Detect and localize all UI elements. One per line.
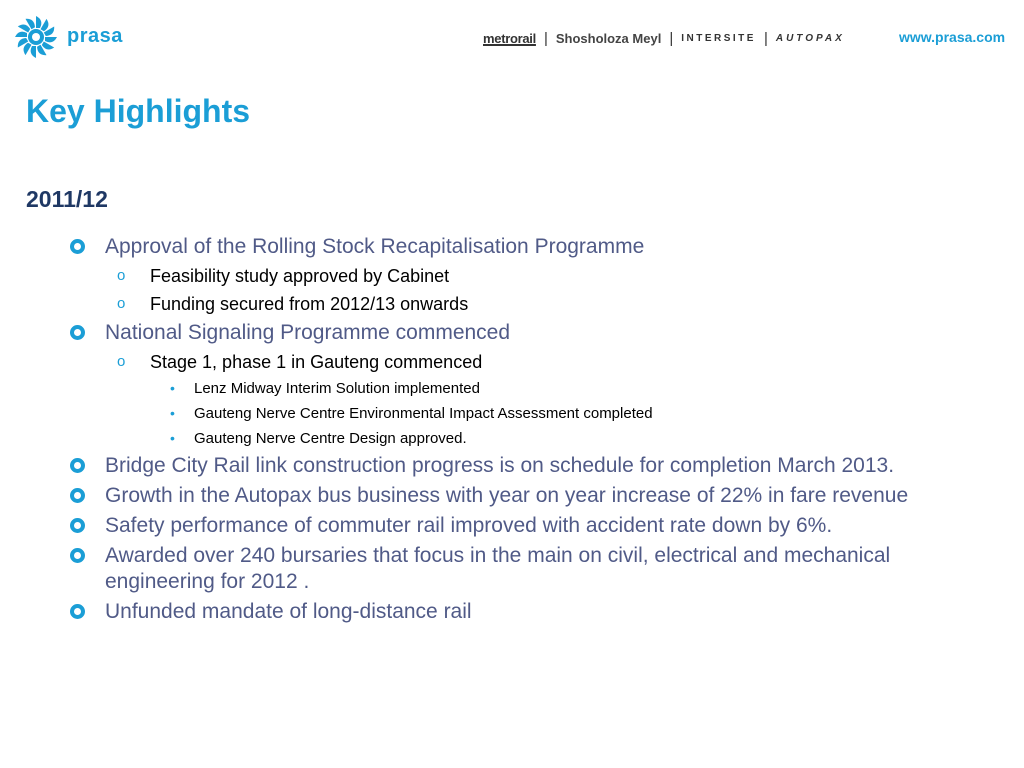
logo-text: prasa	[67, 24, 123, 47]
brand-shosholoza-meyl: Shosholoza Meyl	[555, 30, 662, 46]
brand-separator: |	[543, 29, 548, 47]
ring-bullet-icon	[70, 325, 85, 340]
year-heading: 2011/12	[26, 186, 108, 212]
dot-bullet-icon: •	[170, 430, 175, 446]
header	[0, 0, 1024, 80]
slide-title: Key Highlights	[26, 93, 251, 129]
list-item-text: Approval of the Rolling Stock Recapitalisation Programme	[105, 235, 645, 258]
list-item-text: National Signaling Programme commenced	[105, 321, 511, 344]
list-item	[0, 599, 965, 625]
circle-outline-bullet-icon: o	[117, 267, 126, 284]
ring-bullet-icon	[70, 548, 85, 563]
brand-separator: |	[669, 29, 674, 47]
list-item-text: Growth in the Autopax bus business with year on year increase of 22% in fare revenue	[105, 484, 909, 507]
list-item-text: Unfunded mandate of long-distance rail	[105, 600, 472, 623]
circle-outline-bullet-icon: o	[117, 295, 126, 312]
website-url: www.prasa.com	[899, 29, 1006, 45]
ring-bullet-icon	[70, 488, 85, 503]
sub-list-item	[0, 350, 1024, 374]
list-item	[0, 513, 965, 539]
ring-bullet-icon	[70, 604, 85, 619]
brand-autopax: AUTOPAX	[775, 32, 845, 44]
sub-list-item	[0, 264, 1024, 288]
prasa-logo	[13, 14, 123, 60]
list-item-text: Bridge City Rail link construction progress is on schedule for completion March 2013.	[105, 454, 895, 477]
circle-outline-bullet-icon: o	[117, 353, 126, 370]
highlights-list	[0, 230, 1024, 625]
sub-list-item-text: Feasibility study approved by Cabinet	[150, 266, 450, 286]
sub-sub-list-item	[0, 428, 1024, 449]
ring-bullet-icon	[70, 458, 85, 473]
sub-sub-list-item-text: Gauteng Nerve Centre Environmental Impact Assessment completed	[194, 405, 653, 422]
sub-sub-list-item	[0, 403, 1024, 424]
brand-separator: |	[763, 29, 768, 47]
ring-bullet-icon	[70, 518, 85, 533]
sub-sub-list-item-text: Gauteng Nerve Centre Design approved.	[194, 430, 467, 447]
list-item	[0, 234, 965, 260]
dot-bullet-icon: •	[170, 380, 175, 396]
sub-sub-list-item-text: Lenz Midway Interim Solution implemented	[194, 380, 480, 397]
brand-strip	[483, 28, 845, 48]
sub-list-item-text: Stage 1, phase 1 in Gauteng commenced	[150, 352, 483, 372]
list-item	[0, 453, 965, 479]
list-item	[0, 320, 965, 346]
brand-metrorail: metrorail	[483, 30, 536, 46]
sub-list-item-text: Funding secured from 2012/13 onwards	[150, 294, 469, 314]
ring-bullet-icon	[70, 239, 85, 254]
sub-list-item	[0, 292, 1024, 316]
sub-sub-list-item	[0, 378, 1024, 399]
brand-intersite: INTERSITE	[681, 32, 756, 44]
list-item	[0, 543, 965, 595]
list-item-text: Safety performance of commuter rail improved with accident rate down by 6%.	[105, 514, 833, 537]
list-item-text: Awarded over 240 bursaries that focus in the main on civil, electrical and mechanical engineering for 2012 .	[105, 544, 891, 593]
list-item	[0, 483, 965, 509]
dot-bullet-icon: •	[170, 405, 175, 421]
prasa-swirl-logo-icon	[13, 14, 59, 60]
